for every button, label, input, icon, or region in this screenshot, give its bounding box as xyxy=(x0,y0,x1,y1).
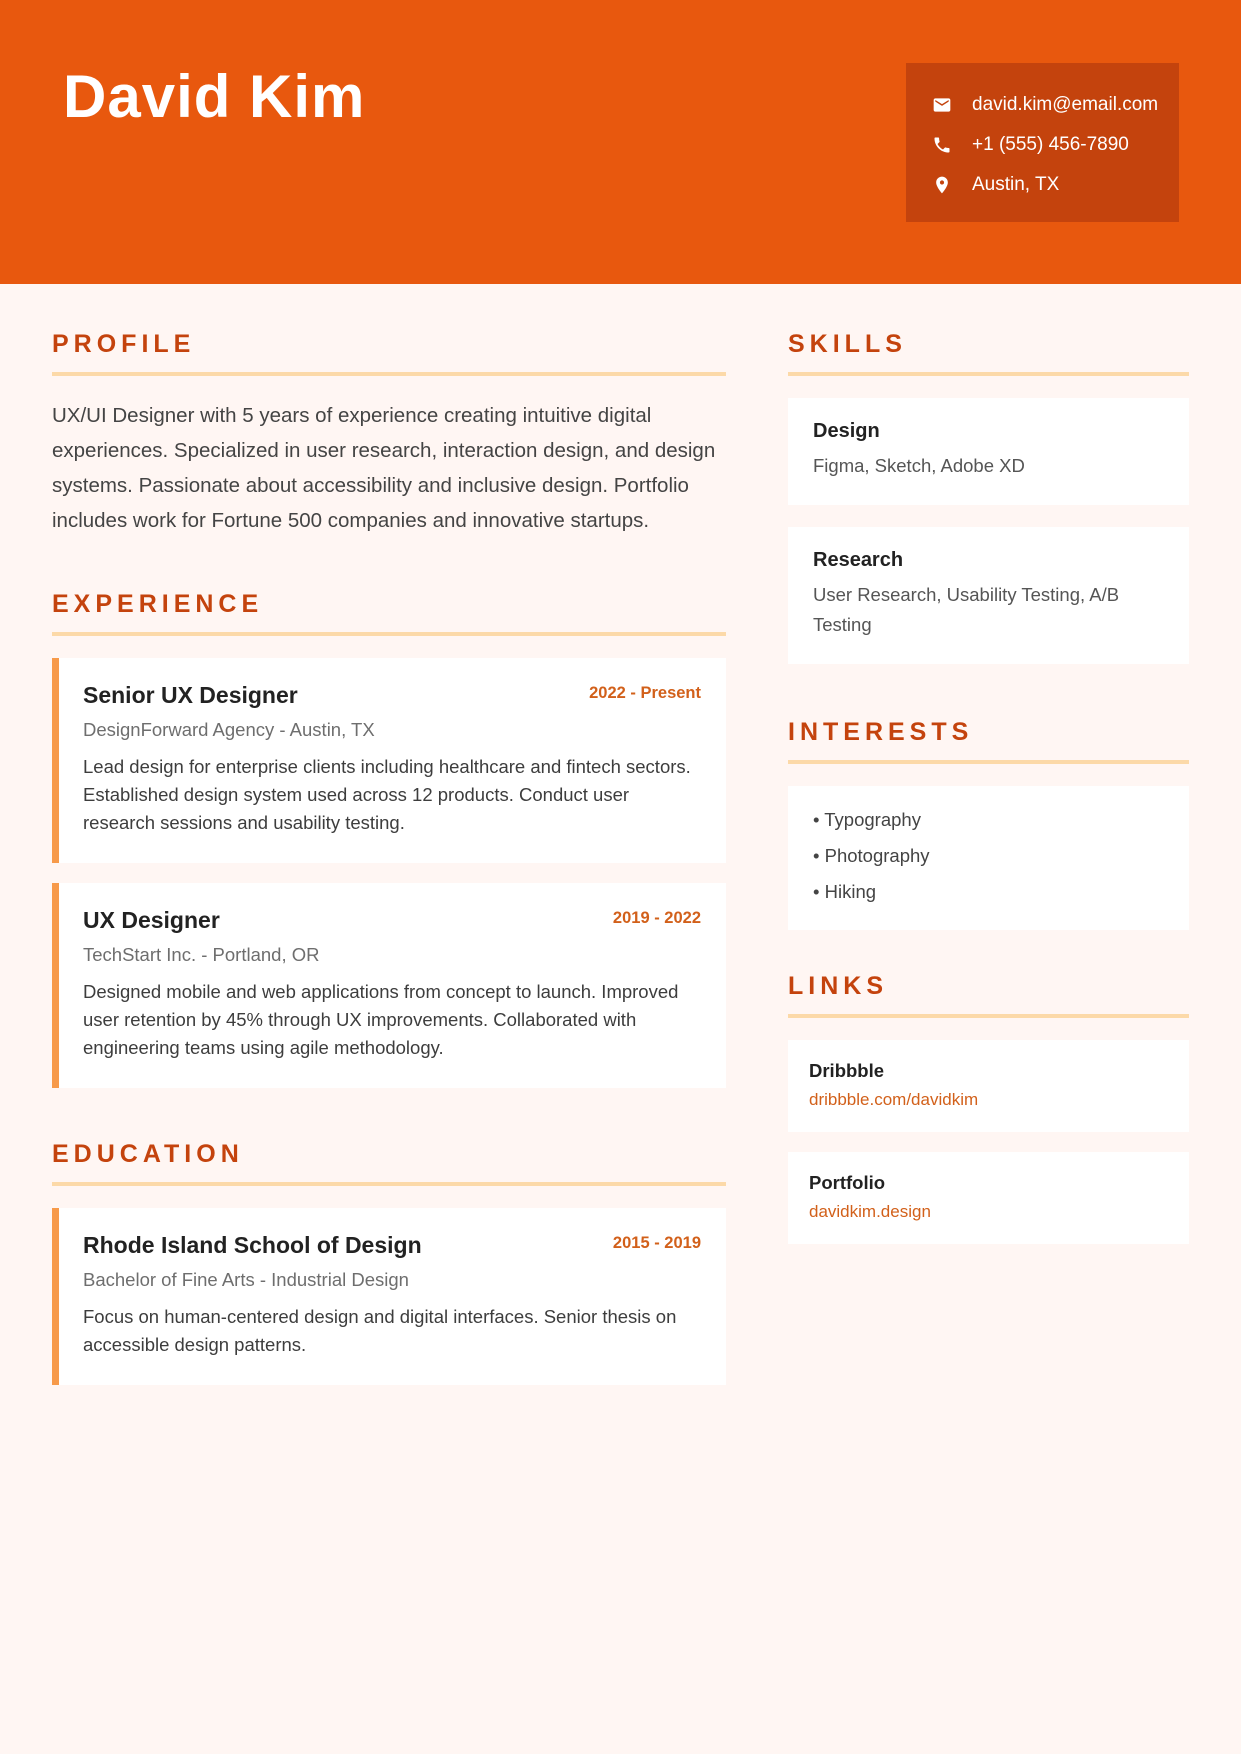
education-description: Focus on human-centered design and digital interfaces. Senior thesis on accessible design patterns. xyxy=(83,1306,677,1355)
link-card[interactable] xyxy=(788,1040,1189,1132)
section-title-links: LINKS xyxy=(788,972,1189,1018)
profile-section xyxy=(52,330,726,538)
location-text: Austin, TX xyxy=(972,174,1060,195)
links-section xyxy=(788,972,1189,1244)
contact-location xyxy=(932,165,1179,205)
section-title-experience: EXPERIENCE xyxy=(52,590,726,636)
section-title-profile: PROFILE xyxy=(52,330,726,376)
education-card xyxy=(52,1208,726,1385)
experience-section xyxy=(52,590,726,1088)
skill-category: Design xyxy=(813,420,880,442)
link-name: Dribbble xyxy=(809,1060,885,1081)
job-dates: 2022 - Present xyxy=(589,684,701,702)
interests-card xyxy=(788,786,1189,930)
contact-phone[interactable] xyxy=(932,125,1179,165)
link-card[interactable] xyxy=(788,1152,1189,1244)
education-dates: 2015 - 2019 xyxy=(612,1234,701,1252)
email-text: david.kim@email.com xyxy=(972,94,1159,115)
header-banner xyxy=(0,0,1241,284)
skill-list: User Research, Usability Testing, A/B Testing xyxy=(813,584,1120,635)
candidate-name: David Kim xyxy=(63,63,366,130)
skill-card xyxy=(788,398,1189,505)
experience-card xyxy=(52,883,726,1088)
school-name: Rhode Island School of Design xyxy=(83,1232,422,1258)
skill-category: Research xyxy=(813,549,904,571)
job-dates: 2019 - 2022 xyxy=(612,909,701,927)
job-description: Lead design for enterprise clients including healthcare and fintech sectors. Established design system used across 12 products. Conduct user research sessions and usability testing. xyxy=(83,756,691,833)
skills-section xyxy=(788,330,1189,664)
main-column xyxy=(52,330,726,1405)
job-organization: TechStart Inc. - Portland, OR xyxy=(83,944,320,965)
link-url[interactable]: dribbble.com/davidkim xyxy=(809,1090,979,1109)
section-title-skills: SKILLS xyxy=(788,330,1189,376)
interest-item: • Hiking xyxy=(813,881,877,902)
section-title-education: EDUCATION xyxy=(52,1140,726,1186)
contact-box xyxy=(906,63,1179,222)
job-title: Senior UX Designer xyxy=(83,682,298,708)
job-title: UX Designer xyxy=(83,907,220,933)
job-organization: DesignForward Agency - Austin, TX xyxy=(83,719,375,740)
interest-item: • Photography xyxy=(813,845,930,866)
job-description: Designed mobile and web applications from concept to launch. Improved user retention by 45% through UX improvements. Collaborated with engineering teams using agile methodology. xyxy=(83,981,679,1058)
skill-card xyxy=(788,527,1189,664)
skill-list: Figma, Sketch, Adobe XD xyxy=(813,455,1025,476)
map-pin-icon xyxy=(932,175,952,195)
contact-email[interactable] xyxy=(932,85,1179,125)
phone-icon xyxy=(932,135,952,155)
phone-text: +1 (555) 456-7890 xyxy=(972,134,1129,155)
mail-icon xyxy=(932,95,952,115)
education-section xyxy=(52,1140,726,1385)
sidebar-column xyxy=(788,330,1189,1264)
interests-section xyxy=(788,718,1189,930)
experience-card xyxy=(52,658,726,863)
link-name: Portfolio xyxy=(809,1172,886,1193)
interest-item: • Typography xyxy=(813,809,921,830)
section-title-interests: INTERESTS xyxy=(788,718,1189,764)
link-url[interactable]: davidkim.design xyxy=(809,1202,931,1221)
degree: Bachelor of Fine Arts - Industrial Design xyxy=(83,1269,409,1290)
profile-text: UX/UI Designer with 5 years of experience creating intuitive digital experiences. Specialized in user research, interaction design, and design systems. Passionate about accessibility and inclusive design. Portfolio includes work for Fortune 500 companies and innovative startups. xyxy=(52,404,716,532)
